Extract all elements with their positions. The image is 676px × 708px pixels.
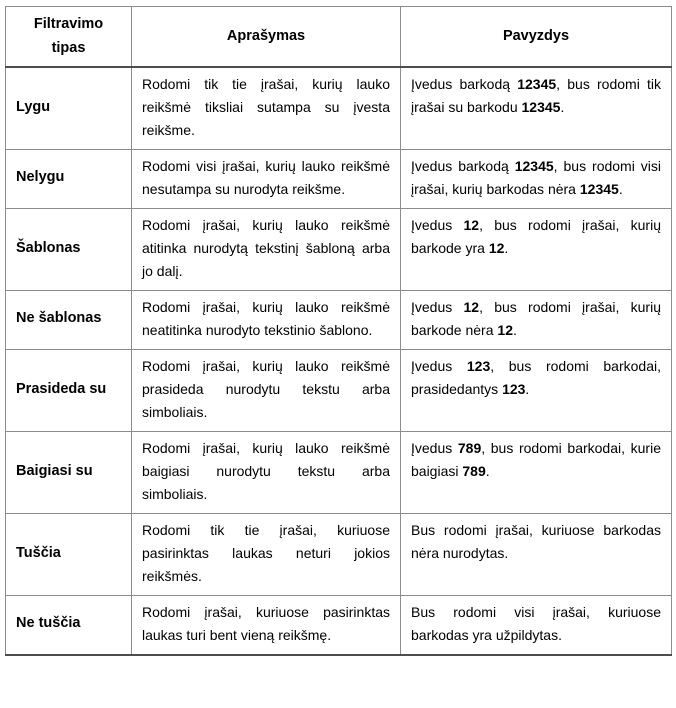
example-cell: Įvedus barkodą 12345, bus rodomi tik įrašai su barkodu 12345. (401, 67, 672, 150)
table-row (6, 149, 672, 208)
column-header-filter-type: Filtravimo tipas (6, 7, 132, 67)
column-header-example: Pavyzdys (401, 7, 672, 67)
description-cell: Rodomi įrašai, kurių lauko reikšmė neatitinka nurodyto tekstinio šablono. (132, 290, 401, 349)
table-row (6, 431, 672, 513)
description-cell: Rodomi įrašai, kurių lauko reikšmė atitinka nurodytą tekstinį šabloną arba jo dalį. (132, 208, 401, 290)
description-cell: Rodomi tik tie įrašai, kurių lauko reikšmė tiksliai sutampa su įvesta reikšme. (132, 67, 401, 150)
example-cell: Įvedus 12, bus rodomi įrašai, kurių barkode nėra 12. (401, 290, 672, 349)
filter-type-cell: Prasideda su (6, 349, 132, 431)
table-row (6, 513, 672, 595)
example-cell: Įvedus barkodą 12345, bus rodomi visi įrašai, kurių barkodas nėra 12345. (401, 149, 672, 208)
description-cell: Rodomi visi įrašai, kurių lauko reikšmė nesutampa su nurodyta reikšme. (132, 149, 401, 208)
filter-types-table (5, 6, 672, 656)
example-cell: Įvedus 789, bus rodomi barkodai, kurie baigiasi 789. (401, 431, 672, 513)
table-row (6, 290, 672, 349)
filter-type-cell: Baigiasi su (6, 431, 132, 513)
example-cell: Įvedus 123, bus rodomi barkodai, prasidedantys 123. (401, 349, 672, 431)
filter-type-cell: Šablonas (6, 208, 132, 290)
table-row (6, 595, 672, 655)
example-cell: Bus rodomi visi įrašai, kuriuose barkodas yra užpildytas. (401, 595, 672, 655)
column-header-description: Aprašymas (132, 7, 401, 67)
description-cell: Rodomi įrašai, kurių lauko reikšmė prasideda nurodytu tekstu arba simboliais. (132, 349, 401, 431)
filter-type-cell: Tuščia (6, 513, 132, 595)
example-cell: Įvedus 12, bus rodomi įrašai, kurių barkode yra 12. (401, 208, 672, 290)
filter-type-cell: Nelygu (6, 149, 132, 208)
table-row (6, 67, 672, 150)
filter-type-cell: Lygu (6, 67, 132, 150)
header-row (6, 7, 672, 67)
example-cell: Bus rodomi įrašai, kuriuose barkodas nėra nurodytas. (401, 513, 672, 595)
table-header (6, 7, 672, 67)
description-cell: Rodomi įrašai, kurių lauko reikšmė baigiasi nurodytu tekstu arba simboliais. (132, 431, 401, 513)
table-row (6, 208, 672, 290)
table-body (6, 67, 672, 655)
table-row (6, 349, 672, 431)
description-cell: Rodomi įrašai, kuriuose pasirinktas laukas turi bent vieną reikšmę. (132, 595, 401, 655)
description-cell: Rodomi tik tie įrašai, kuriuose pasirinktas laukas neturi jokios reikšmės. (132, 513, 401, 595)
filter-type-cell: Ne šablonas (6, 290, 132, 349)
filter-type-cell: Ne tuščia (6, 595, 132, 655)
